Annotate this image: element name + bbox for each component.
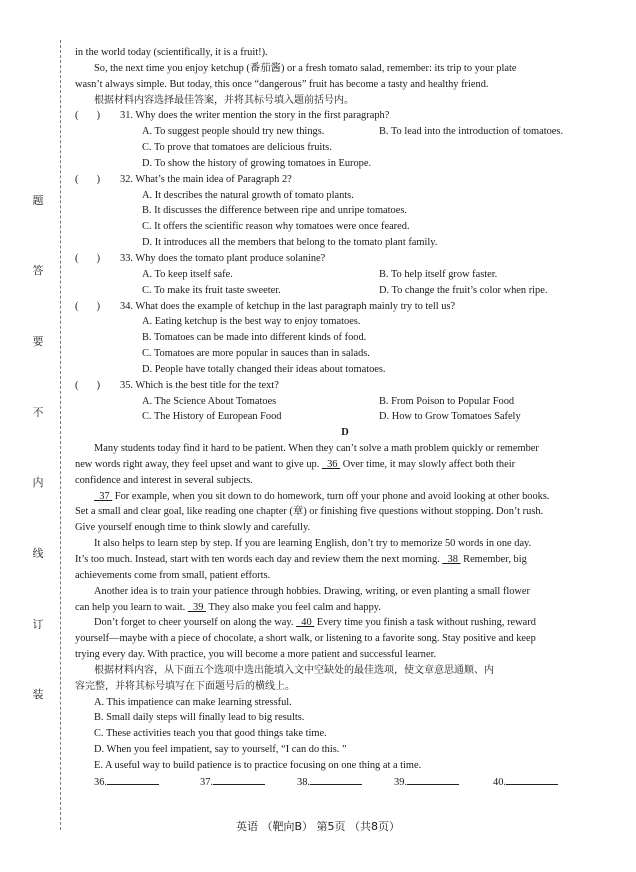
answer-blank-38[interactable]: 38. xyxy=(297,774,362,791)
answer-blank-39[interactable]: 39. xyxy=(394,774,459,791)
question-32: ( ) 32. What’s the main idea of Paragraph 2? xyxy=(75,172,615,188)
margin-char: 要 xyxy=(32,335,44,348)
blank-36[interactable]: 36 xyxy=(327,458,338,470)
answer-paren[interactable]: ( ) xyxy=(75,173,101,185)
answer-blank-36[interactable]: 36. xyxy=(94,774,159,791)
passage-line: confidence and interest in several subjects. xyxy=(75,474,253,486)
passage-line: in the world today (scientifically, it is a fruit!). xyxy=(75,47,268,58)
option-row xyxy=(75,394,615,410)
option: D. People have totally changed their ideas about tomatoes. xyxy=(142,363,386,375)
question-stem: What’s the main idea of Paragraph 2? xyxy=(135,173,292,185)
d-option: D. When you feel impatient, say to yourself, “I can do this. ” xyxy=(94,744,347,756)
option: B. To lead into the introduction of tomatoes. xyxy=(379,126,564,138)
margin-char: 内 xyxy=(32,476,44,489)
margin-char: 不 xyxy=(32,406,44,419)
passage-line: Set a small and clear goal, like reading one chapter (章) or finishing five questions without stopping. Don’t rush. xyxy=(75,506,544,518)
blank-40[interactable]: 40 xyxy=(301,617,312,629)
question-31: ( ) 31. Why does the writer mention the story in the first paragraph? xyxy=(75,108,615,124)
option-row xyxy=(75,283,615,299)
d-option: A. This impatience can make learning stressful. xyxy=(94,696,292,708)
question-stem: What does the example of ketchup in the last paragraph mainly try to tell us? xyxy=(135,300,456,312)
passage-line: So, the next time you enjoy ketchup (番茄酱) or a fresh tomato salad, remember: its trip to your plate xyxy=(94,62,517,74)
passage-line: yourself—maybe with a piece of chocolate, a short walk, or listening to a favorite song. Stay positive and keep xyxy=(75,633,536,645)
question-35: ( ) 35. Which is the best title for the text? xyxy=(75,378,615,394)
instruction-c: 根据材料内容选择最佳答案，并将其标号填入题前括号内。 xyxy=(94,94,354,106)
passage-line: trying every day. With practice, you will become a more patient and successful learner. xyxy=(75,649,437,661)
option: A. The Science About Tomatoes xyxy=(142,395,277,407)
blank-39[interactable]: 39 xyxy=(193,601,204,613)
passage-line: Don’t forget to cheer yourself on along the way. 40 Every time you finish a task without rushing, reward xyxy=(94,617,536,629)
question-stem: Which is the best title for the text? xyxy=(135,379,279,391)
option-row xyxy=(75,267,615,283)
margin-char: 装 xyxy=(32,688,44,701)
passage-line: Many students today find it hard to be patient. When they can’t solve a math problem quickly or remember xyxy=(94,443,539,455)
passage-line: can help you learn to wait. 39 They also make you feel calm and happy. xyxy=(75,601,381,613)
binding-dashed-line xyxy=(60,40,61,830)
margin-char: 答 xyxy=(32,264,44,277)
answer-blank-40[interactable]: 40. xyxy=(493,774,558,791)
page-content xyxy=(75,45,615,790)
answer-blanks-row xyxy=(75,774,615,790)
option: B. Tomatoes can be made into different kinds of food. xyxy=(142,332,367,344)
passage-line: 37 For example, when you sit down to do homework, turn off your phone and avoid looking at other books. xyxy=(75,489,615,505)
passage-line: Give yourself enough time to think slowly and carefully. xyxy=(75,522,311,534)
answer-paren[interactable]: ( ) xyxy=(75,300,101,312)
question-number: 35 xyxy=(120,379,131,391)
blank-38[interactable]: 38 xyxy=(447,554,458,565)
margin-char: 线 xyxy=(32,547,44,560)
option-row xyxy=(75,124,615,140)
section-title: D xyxy=(341,427,349,439)
option: C. It offers the scientific reason why tomatoes were once feared. xyxy=(142,221,410,233)
d-option: C. These activities teach you that good things take time. xyxy=(94,728,327,740)
instruction-d: 根据材料内容，从下面五个选项中选出能填入文中空缺处的最佳选项，使文章意思通顺、内 xyxy=(94,664,494,676)
d-option: E. A useful way to build patience is to practice focusing on one thing at a time. xyxy=(94,759,422,771)
answer-paren[interactable]: ( ) xyxy=(75,379,101,391)
option-row xyxy=(75,409,615,425)
option: A. Eating ketchup is the best way to enjoy tomatoes. xyxy=(142,316,361,328)
option: B. From Poison to Popular Food xyxy=(379,395,515,407)
option: D. To change the fruit’s color when ripe. xyxy=(379,284,548,296)
option: D. How to Grow Tomatoes Safely xyxy=(379,411,521,423)
question-number: 33 xyxy=(120,252,131,264)
question-33: ( ) 33. Why does the tomato plant produce solanine? xyxy=(75,251,615,267)
option: D. It introduces all the members that belong to the tomato plant family. xyxy=(142,237,438,249)
page-footer: 英语 （靶向B） 第5页 （共8页） xyxy=(235,820,401,833)
question-number: 34 xyxy=(120,300,131,312)
instruction-d: 容完整，并将其标号填写在下面题号后的横线上。 xyxy=(75,680,295,692)
d-option: B. Small daily steps will finally lead to big results. xyxy=(94,712,305,724)
option: C. To prove that tomatoes are delicious fruits. xyxy=(142,142,332,154)
blank-37[interactable]: 37 xyxy=(99,490,110,502)
option: B. It discusses the difference between ripe and unripe tomatoes. xyxy=(142,205,407,217)
passage-line: It’s too much. Instead, start with ten words each day and review them the next morning. 38 Remember, big xyxy=(75,554,527,565)
answer-paren[interactable]: ( ) xyxy=(75,110,101,122)
passage-line: new words right away, they feel upset and want to give up. 36 Over time, it may slowly affect both their xyxy=(75,458,516,470)
option: D. To show the history of growing tomatoes in Europe. xyxy=(142,157,372,169)
passage-line: wasn’t always simple. But today, this once “dangerous” fruit has become a tasty and healthy friend. xyxy=(75,78,489,90)
option: C. Tomatoes are more popular in sauces than in salads. xyxy=(142,348,370,360)
option: B. To help itself grow faster. xyxy=(379,268,498,280)
question-stem: Why does the tomato plant produce solanine? xyxy=(135,252,326,264)
question-number: 32 xyxy=(120,173,131,185)
option: A. To suggest people should try new things. xyxy=(142,126,325,138)
question-34: ( ) 34. What does the example of ketchup in the last paragraph mainly try to tell us? xyxy=(75,299,615,315)
margin-char: 题 xyxy=(32,194,44,207)
question-stem: Why does the writer mention the story in the first paragraph? xyxy=(135,110,390,122)
answer-paren[interactable]: ( ) xyxy=(75,252,101,264)
option: A. It describes the natural growth of tomato plants. xyxy=(142,189,354,201)
question-number: 31 xyxy=(120,110,131,122)
option: C. To make its fruit taste sweeter. xyxy=(142,284,281,296)
option: A. To keep itself safe. xyxy=(142,268,233,280)
passage-line: achievements come from small, patient efforts. xyxy=(75,569,271,581)
passage-line: It also helps to learn step by step. If you are learning English, don’t try to memorize 50 words in one day. xyxy=(94,538,532,550)
answer-blank-37[interactable]: 37. xyxy=(200,774,265,791)
margin-char: 订 xyxy=(32,618,44,631)
passage-line: Another idea is to train your patience through hobbies. Drawing, writing, or even planting a small flower xyxy=(94,585,531,597)
option: C. The History of European Food xyxy=(142,411,282,423)
